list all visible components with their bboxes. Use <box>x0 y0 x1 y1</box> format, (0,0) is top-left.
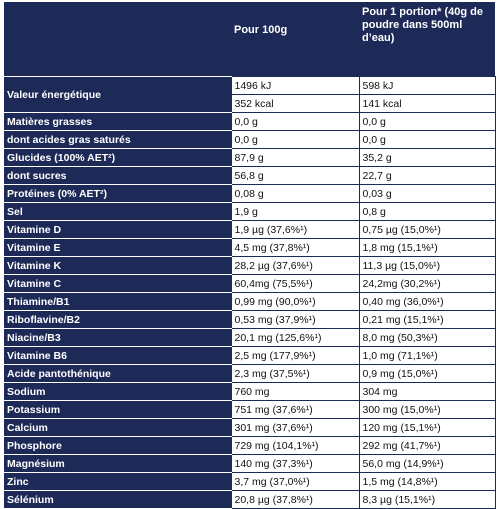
value-per-100g: 60,4mg (75,5%¹) <box>231 275 359 293</box>
nutrient-label: Sodium <box>4 383 231 401</box>
table-row <box>4 113 495 131</box>
value-per-100g: 760 mg <box>231 383 359 401</box>
nutrient-label: Calcium <box>4 419 231 437</box>
header-per-100g: Pour 100g <box>231 2 359 77</box>
value-per-portion: 1,8 mg (15,1%¹) <box>359 239 495 257</box>
nutrient-label: Vitamine D <box>4 221 231 239</box>
value-per-100g: 1496 kJ <box>231 77 359 95</box>
value-per-portion: 120 mg (15,1%¹) <box>359 419 495 437</box>
table-row <box>4 401 495 419</box>
nutrient-label: Vitamine E <box>4 239 231 257</box>
value-per-portion: 8,0 mg (50,3%¹) <box>359 329 495 347</box>
table-row <box>4 275 495 293</box>
nutrient-label: Vitamine C <box>4 275 231 293</box>
table-row <box>4 185 495 203</box>
table-row <box>4 239 495 257</box>
table-row <box>4 455 495 473</box>
value-per-100g: 2,3 mg (37,5%¹) <box>231 365 359 383</box>
table-row <box>4 131 495 149</box>
table-row <box>4 149 495 167</box>
value-per-portion: 8,3 µg (15,1%¹) <box>359 491 495 509</box>
value-per-portion: 304 mg <box>359 383 495 401</box>
value-per-portion: 0,75 µg (15,0%¹) <box>359 221 495 239</box>
table-row <box>4 203 495 221</box>
table-row <box>4 473 495 491</box>
value-per-100g: 751 mg (37,6%¹) <box>231 401 359 419</box>
value-per-portion: 292 mg (41,7%¹) <box>359 437 495 455</box>
value-per-100g: 4,5 mg (37,8%¹) <box>231 239 359 257</box>
nutrient-label: Potassium <box>4 401 231 419</box>
value-per-portion: 1,0 mg (71,1%¹) <box>359 347 495 365</box>
nutrient-label: Phosphore <box>4 437 231 455</box>
table-row <box>4 437 495 455</box>
value-per-100g: 352 kcal <box>231 95 359 113</box>
value-per-100g: 301 mg (37,6%¹) <box>231 419 359 437</box>
value-per-100g: 20,1 mg (125,6%¹) <box>231 329 359 347</box>
value-per-portion: 598 kJ <box>359 77 495 95</box>
value-per-100g: 0,99 mg (90,0%¹) <box>231 293 359 311</box>
nutrient-label: dont acides gras saturés <box>4 131 231 149</box>
value-per-100g: 0,0 g <box>231 113 359 131</box>
value-per-portion: 0,0 g <box>359 131 495 149</box>
nutrient-label: dont sucres <box>4 167 231 185</box>
value-per-100g: 140 mg (37,3%¹) <box>231 455 359 473</box>
nutrient-label: Riboflavine/B2 <box>4 311 231 329</box>
table-header-row <box>4 2 495 77</box>
nutrient-label: Thiamine/B1 <box>4 293 231 311</box>
nutrient-label: Valeur énergétique <box>4 77 231 113</box>
table-row <box>4 167 495 185</box>
value-per-portion: 56,0 mg (14,9%¹) <box>359 455 495 473</box>
nutrient-label: Magnésium <box>4 455 231 473</box>
value-per-portion: 300 mg (15,0%¹) <box>359 401 495 419</box>
nutrient-label: Zinc <box>4 473 231 491</box>
nutrient-label: Acide pantothénique <box>4 365 231 383</box>
nutrient-label: Protéines (0% AET²) <box>4 185 231 203</box>
value-per-100g: 2,5 mg (177,9%¹) <box>231 347 359 365</box>
table-row <box>4 257 495 275</box>
table-row <box>4 329 495 347</box>
table-row <box>4 311 495 329</box>
value-per-portion: 0,03 g <box>359 185 495 203</box>
nutrient-label: Vitamine K <box>4 257 231 275</box>
value-per-100g: 87,9 g <box>231 149 359 167</box>
value-per-portion: 0,21 mg (15,1%¹) <box>359 311 495 329</box>
header-label-cell <box>4 2 231 77</box>
value-per-100g: 3,7 mg (37,0%¹) <box>231 473 359 491</box>
value-per-100g: 20,8 µg (37,8%¹) <box>231 491 359 509</box>
nutrient-label: Matières grasses <box>4 113 231 131</box>
value-per-portion: 24,2mg (30,2%¹) <box>359 275 495 293</box>
value-per-100g: 28,2 µg (37,6%¹) <box>231 257 359 275</box>
value-per-portion: 0,8 g <box>359 203 495 221</box>
value-per-100g: 729 mg (104,1%¹) <box>231 437 359 455</box>
value-per-portion: 35,2 g <box>359 149 495 167</box>
value-per-100g: 0,53 mg (37,9%¹) <box>231 311 359 329</box>
table-row <box>4 365 495 383</box>
value-per-portion: 11,3 µg (15,0%¹) <box>359 257 495 275</box>
nutrition-table <box>4 2 496 509</box>
nutrient-label: Glucides (100% AET²) <box>4 149 231 167</box>
value-per-portion: 141 kcal <box>359 95 495 113</box>
table-row <box>4 419 495 437</box>
value-per-portion: 0,40 mg (36,0%¹) <box>359 293 495 311</box>
value-per-portion: 0,0 g <box>359 113 495 131</box>
table-row <box>4 221 495 239</box>
value-per-100g: 0,08 g <box>231 185 359 203</box>
value-per-portion: 0,9 mg (15,0%¹) <box>359 365 495 383</box>
value-per-portion: 1,5 mg (14,8%¹) <box>359 473 495 491</box>
table-row <box>4 293 495 311</box>
value-per-100g: 1,9 µg (37,6%¹) <box>231 221 359 239</box>
value-per-100g: 56,8 g <box>231 167 359 185</box>
table-row <box>4 383 495 401</box>
value-per-100g: 0,0 g <box>231 131 359 149</box>
table-row <box>4 77 495 95</box>
nutrient-label: Niacine/B3 <box>4 329 231 347</box>
nutrient-label: Sélénium <box>4 491 231 509</box>
nutrient-label: Sel <box>4 203 231 221</box>
nutrient-label: Vitamine B6 <box>4 347 231 365</box>
value-per-100g: 1,9 g <box>231 203 359 221</box>
table-row <box>4 347 495 365</box>
value-per-portion: 22,7 g <box>359 167 495 185</box>
header-per-portion: Pour 1 portion* (40g de poudre dans 500ml d’eau) <box>359 2 495 77</box>
